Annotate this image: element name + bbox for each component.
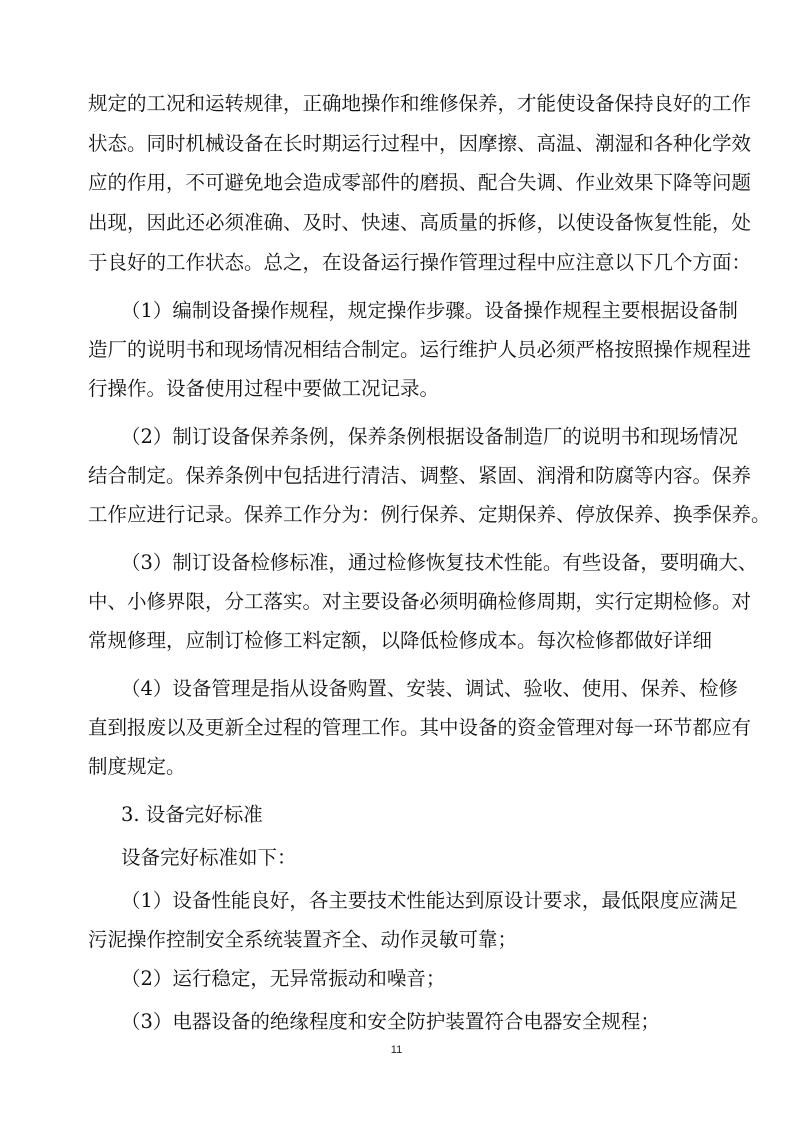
page-number: 11 [390, 1044, 403, 1056]
standard-item-3-line: （3）电器设备的绝缘程度和安全防护装置符合电器安全规程； [121, 1010, 660, 1033]
paragraph-line: 于良好的工作状态。总之，在设备运行操作管理过程中应注意以下几个方面： [88, 251, 752, 274]
list-item-2-line: （2）制订设备保养条例，保养条例根据设备制造厂的说明书和现场情况 [121, 425, 738, 448]
standard-item-2-line: （2）运行稳定，无异常振动和噪音； [121, 967, 446, 990]
paragraph-line: 状态。同时机械设备在长时期运行过程中，因摩擦、高温、潮湿和各种化学效 [88, 132, 752, 155]
list-item-1-line: 行操作。设备使用过程中要做工况记录。 [88, 377, 440, 400]
list-item-2-line: 结合制定。保养条例中包括进行清洁、调整、紧固、润滑和防腐等内容。保养 [88, 464, 752, 487]
list-item-4-line: （4）设备管理是指从设备购置、安装、调试、验收、使用、保养、检修 [121, 677, 738, 700]
list-item-1-line: （1）编制设备操作规程，规定操作步骤。设备操作规程主要根据设备制 [121, 299, 738, 322]
list-item-2-line: 工作应进行记录。保养工作分为：例行保养、定期保养、停放保养、换季保养。 [88, 503, 771, 526]
standard-item-1-line: 污泥操作控制安全系统装置齐全、动作灵敏可靠； [88, 928, 518, 951]
list-item-4-line: 制度规定。 [88, 755, 186, 778]
standard-item-1-line: （1）设备性能良好，各主要技术性能达到原设计要求，最低限度应满足 [121, 889, 738, 912]
list-item-3-line: 常规修理，应制订检修工料定额，以降低检修成本。每次检修都做好详细 [88, 629, 713, 652]
section-intro: 设备完好标准如下： [121, 846, 297, 869]
list-item-3-line: （3）制订设备检修标准，通过检修恢复技术性能。有些设备，要明确大、 [121, 551, 758, 574]
list-item-1-line: 造厂的说明书和现场情况相结合制定。运行维护人员必须严格按照操作规程进 [88, 338, 752, 361]
paragraph-line: 规定的工况和运转规律，正确地操作和维修保养，才能使设备保持良好的工作 [88, 92, 752, 115]
list-item-3-line: 中、小修界限，分工落实。对主要设备必须明确检修周期，实行定期检修。对 [88, 590, 752, 613]
section-heading: 3. 设备完好标准 [121, 803, 263, 826]
paragraph-line: 出现，因此还必须准确、及时、快速、高质量的拆修，以使设备恢复性能，处 [88, 211, 752, 234]
list-item-4-line: 直到报废以及更新全过程的管理工作。其中设备的资金管理对每一环节都应有 [88, 716, 752, 739]
paragraph-line: 应的作用，不可避免地会造成零部件的磨损、配合失调、作业效果下降等问题 [88, 171, 752, 194]
